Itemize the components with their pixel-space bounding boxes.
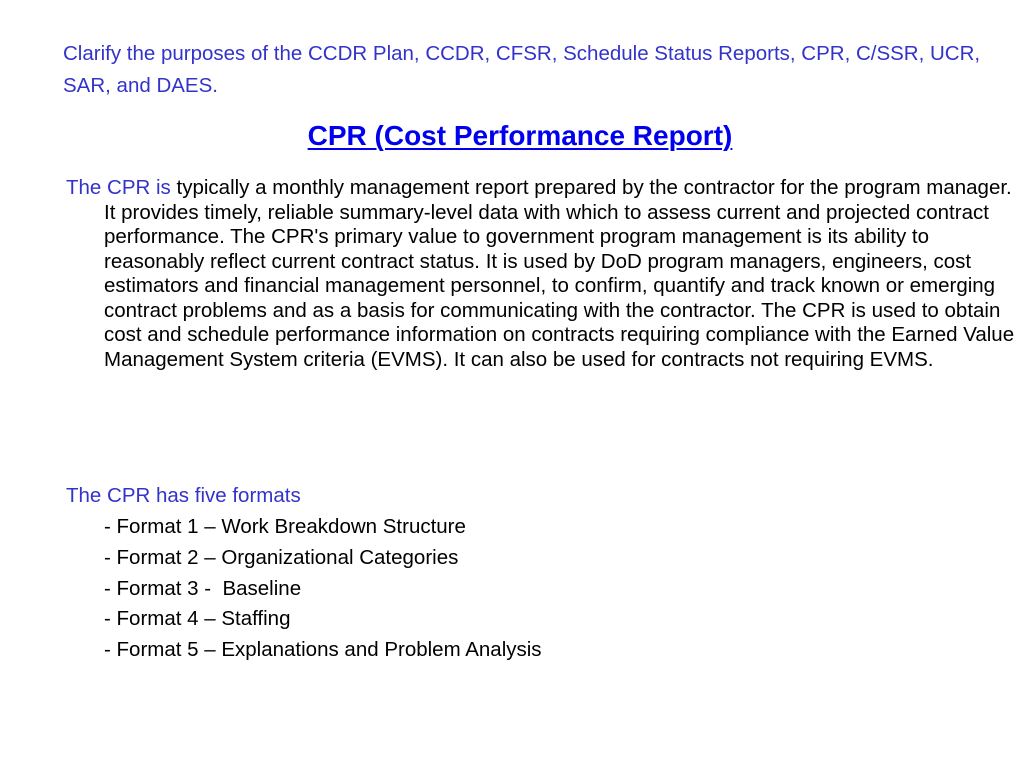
cpr-description <box>66 176 1024 372</box>
format-item-1: - Format 1 – Work Breakdown Structure <box>104 515 466 538</box>
format-item-5: - Format 5 – Explanations and Problem Analysis <box>104 638 542 662</box>
slide-title: CPR (Cost Performance Report) <box>307 120 733 151</box>
formats-heading: The CPR has five formats <box>66 484 301 507</box>
format-item-4: - Format 4 – Staffing <box>104 607 291 631</box>
formats-list <box>104 513 542 667</box>
cpr-description-lead: The CPR is <box>66 176 171 199</box>
cpr-description-body: typically a monthly management report prepared by the contractor for the program manager. It provides timely, reliable summary-level data with which to assess current and projected contract performance. The CPR's primary value to government program management is its ability to reasonably reflect current contract status. It is used by DoD program managers, engineers, cost estimators and financial management personnel, to confirm, quantify and track known or emerging contract problems and as a basis for communicating with the contractor. The CPR is used to obtain cost and schedule performance information on contracts requiring compliance with the Earned Value Management System criteria (EVMS). It can also be used for contracts not requiring EVMS. <box>104 176 1015 371</box>
slide-objective: Clarify the purposes of the CCDR Plan, CCDR, CFSR, Schedule Status Reports, CPR, C/SSR, UCR, SAR, and DAES. <box>63 42 981 97</box>
format-item-3: - Format 3 - Baseline <box>104 576 302 600</box>
format-item-2: - Format 2 – Organizational Categories <box>104 545 459 569</box>
